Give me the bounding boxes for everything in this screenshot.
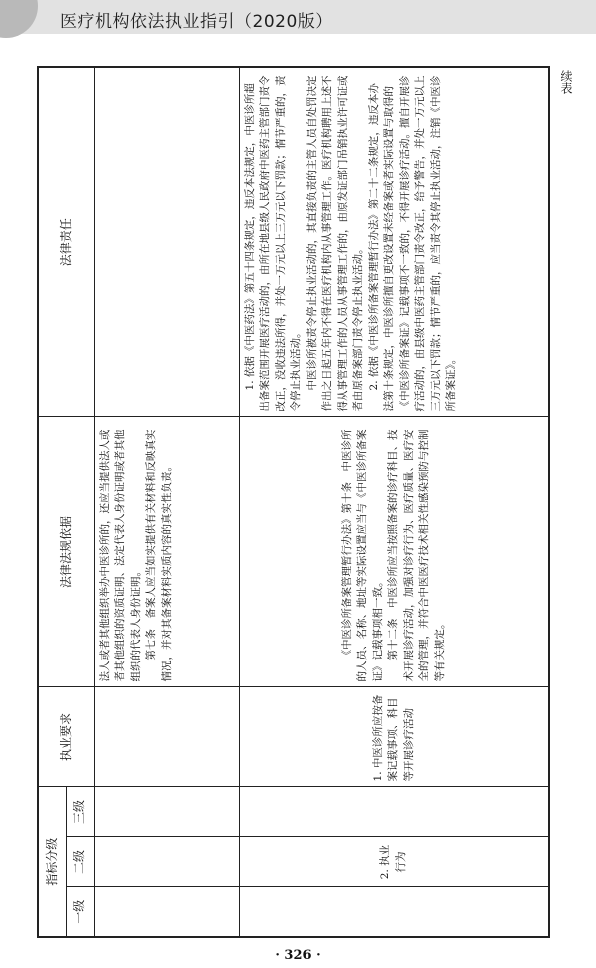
basis-paragraph: 第七条 备案人应当如实提供有关材料和反映真实情况，并对其备案材料实质内容的真实性负责。 xyxy=(145,429,173,682)
continued-label: 续表 xyxy=(559,70,573,94)
running-header-title: 医疗机构依法执业指引（2020版） xyxy=(60,12,333,32)
liability-paragraph: 1. 依据《中医药法》第五十四条规定，违反本法规定，中医诊所超出备案范围开展医疗活动的，由所在地县级人民政府中医药主管部门责令改正，没收违法所得，并处一万元以上三万元以下罚款；情节严重的，责令停止执业活动。 xyxy=(243,75,302,412)
cell-basis xyxy=(94,417,239,687)
basis-paragraph: 《中医诊所备案管理暂行办法》第十条 中医诊所的人员、名称、地址等实际设置应当与《中医诊所备案证》记载事项相一致。 xyxy=(340,429,384,682)
rotated-table-region xyxy=(37,68,550,938)
header-legal-basis: 法律法规依据 xyxy=(38,417,94,687)
header-level3: 三级 xyxy=(66,787,94,837)
header-requirement: 执业要求 xyxy=(38,687,94,787)
cell-requirement-text: 1. 中医诊所应按备案记载事项、科目等开展诊疗活动 xyxy=(239,687,549,787)
page-number: · 326 · xyxy=(275,948,321,963)
cell-level1 xyxy=(94,887,239,937)
cell-basis xyxy=(239,417,549,687)
header-row xyxy=(38,67,66,937)
table-row xyxy=(239,67,549,937)
header-level2: 二级 xyxy=(66,837,94,887)
liability-paragraph: 2. 依据《中医诊所备案管理暂行办法》第二十二条规定，违反本办法第十条规定，中医诊所擅自更改设置未经备案或者实际设置与取得的《中医诊所备案证》记载事项不一致的，不得开展诊疗活动。擅自开展诊疗活动的，由县级中医药主管部门责令改正，给予警告，并处一万元以上三万元以下罚款；情节严重的，应当责令其停止执业活动，注销《中医诊所备案证》。 xyxy=(367,75,457,412)
liability-paragraph: 中医诊所被责令停止执业活动的，其直接负责的主管人员自处罚决定作出之日起五年内不得在医疗机构内从事管理工作。医疗机构聘用上述不得从事管理工作的人员从事管理工作的，由原发证部门吊销执业许可证或者由原备案部门责令停止执业活动。 xyxy=(305,75,364,412)
cell-requirement xyxy=(94,687,239,787)
header-legal-liability: 法律责任 xyxy=(38,67,94,417)
cell-liability xyxy=(94,67,239,417)
cell-level3 xyxy=(94,787,239,837)
basis-paragraph: 第十二条 中医诊所应当按照备案的诊疗科目、技术开展诊疗活动，加强对诊疗行为、医疗质量、医疗安全的管理，并符合中医医疗技术相关性感染预防与控制等有关规定。 xyxy=(387,429,446,682)
table-row xyxy=(94,67,239,937)
basis-paragraph: 法人或者其他组织举办中医诊所的，还应当提供法人或者其他组织的资质证明、法定代表人身份证明或者其他组织的代表人身份证明。 xyxy=(98,429,142,682)
cell-liability xyxy=(239,67,549,417)
header-level1: 一级 xyxy=(66,887,94,937)
cell-level3 xyxy=(239,787,549,837)
cell-level2-execution-behavior: 2. 执业行为 xyxy=(239,837,549,887)
cell-level1 xyxy=(239,887,549,937)
guideline-table xyxy=(37,66,550,938)
cell-level2 xyxy=(94,837,239,887)
header-indicator-level: 指标分级 xyxy=(38,787,66,937)
